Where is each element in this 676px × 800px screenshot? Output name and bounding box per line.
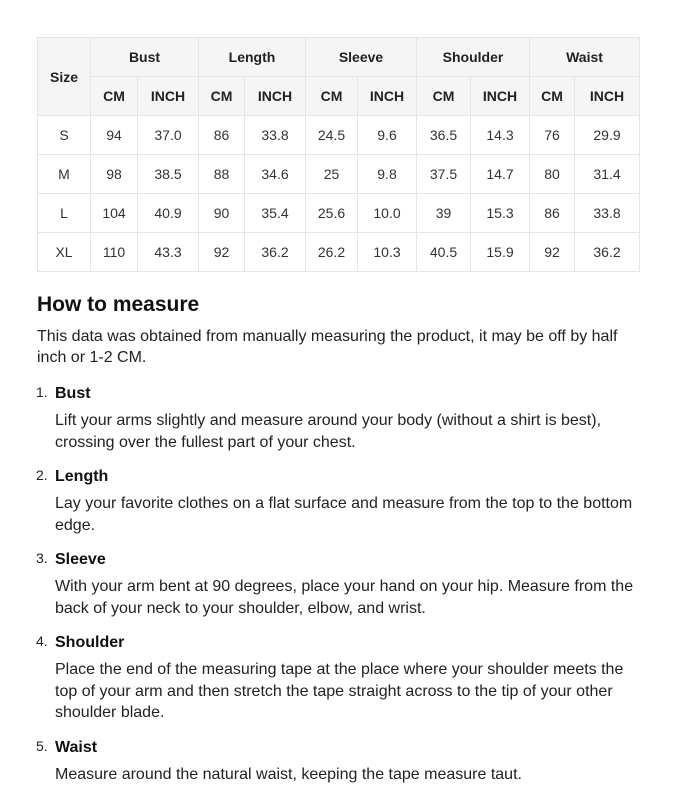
measurement-steps-list: [37, 383, 647, 785]
step-description: Lay your favorite clothes on a flat surface and measure from the top to the bottom edge.: [55, 495, 633, 534]
table-cell: 92: [530, 233, 575, 272]
table-cell: 76: [530, 116, 575, 155]
table-cell: 26.2: [306, 233, 358, 272]
table-cell: 10.0: [358, 194, 417, 233]
step-number: 1.: [36, 384, 48, 400]
table-cell: 39: [417, 194, 471, 233]
table-cell: 36.5: [417, 116, 471, 155]
table-cell: 86: [199, 116, 245, 155]
table-cell: 43.3: [138, 233, 199, 272]
step-number: 4.: [36, 633, 48, 649]
measurement-disclaimer: This data was obtained from manually measuring the product, it may be off by half inch or 1-2 CM.: [37, 328, 618, 366]
table-cell: 33.8: [575, 194, 640, 233]
table-cell: 10.3: [358, 233, 417, 272]
step-number: 2.: [36, 467, 48, 483]
table-cell: 86: [530, 194, 575, 233]
step-title: Shoulder: [55, 634, 125, 651]
table-cell: 9.6: [358, 116, 417, 155]
how-to-measure-heading: How to measure: [37, 293, 200, 316]
step-number: 5.: [36, 737, 48, 754]
table-row: [38, 116, 640, 155]
unit-header: CM: [417, 77, 471, 116]
unit-header: INCH: [245, 77, 306, 116]
step-length: [37, 466, 647, 536]
unit-header: INCH: [138, 77, 199, 116]
table-cell: 94: [91, 116, 138, 155]
table-group-header-row: [38, 38, 640, 77]
size-cell: M: [38, 155, 91, 194]
step-description: With your arm bent at 90 degrees, place your hand on your hip. Measure from the back of your neck to your shoulder, elbow, and wrist.: [55, 578, 634, 617]
table-cell: 34.6: [245, 155, 306, 194]
unit-header: CM: [306, 77, 358, 116]
table-cell: 40.9: [138, 194, 199, 233]
table-cell: 33.8: [245, 116, 306, 155]
unit-header: INCH: [358, 77, 417, 116]
group-header-sleeve: Sleeve: [306, 38, 417, 77]
table-cell: 14.7: [471, 155, 530, 194]
table-cell: 15.3: [471, 194, 530, 233]
table-cell: 36.2: [575, 233, 640, 272]
table-cell: 104: [91, 194, 138, 233]
unit-header: CM: [91, 77, 138, 116]
size-cell: S: [38, 116, 91, 155]
table-cell: 38.5: [138, 155, 199, 194]
how-to-measure-section: [37, 290, 647, 798]
step-bust: [37, 383, 647, 453]
table-row: [38, 155, 640, 194]
step-shoulder: [37, 632, 647, 724]
table-cell: 35.4: [245, 194, 306, 233]
size-cell: XL: [38, 233, 91, 272]
unit-header: CM: [530, 77, 575, 116]
table-row: [38, 194, 640, 233]
table-cell: 25: [306, 155, 358, 194]
table-row: [38, 233, 640, 272]
table-cell: 98: [91, 155, 138, 194]
table-unit-header-row: [38, 77, 640, 116]
table-cell: 29.9: [575, 116, 640, 155]
group-header-waist: Waist: [530, 38, 640, 77]
table-cell: 25.6: [306, 194, 358, 233]
group-header-shoulder: Shoulder: [417, 38, 530, 77]
table-cell: 9.8: [358, 155, 417, 194]
step-number: 3.: [36, 550, 48, 566]
step-description: Place the end of the measuring tape at the place where your shoulder meets the top of your arm and then stretch the tape straight across to the tip of your other shoulder blade.: [55, 661, 624, 721]
table-cell: 92: [199, 233, 245, 272]
unit-header: CM: [199, 77, 245, 116]
table-cell: 88: [199, 155, 245, 194]
step-title: Bust: [55, 385, 91, 402]
group-header-length: Length: [199, 38, 306, 77]
table-cell: 36.2: [245, 233, 306, 272]
group-header-bust: Bust: [91, 38, 199, 77]
size-column-header: Size: [38, 38, 91, 116]
step-sleeve: [37, 549, 647, 619]
step-description: Measure around the natural waist, keeping the tape measure taut.: [55, 765, 522, 783]
step-waist: [37, 737, 647, 786]
step-title: Length: [55, 468, 109, 485]
size-chart-table: [37, 37, 640, 272]
step-title: Waist: [55, 738, 98, 756]
unit-header: INCH: [471, 77, 530, 116]
table-cell: 31.4: [575, 155, 640, 194]
step-title: Sleeve: [55, 551, 106, 568]
table-cell: 37.0: [138, 116, 199, 155]
table-cell: 37.5: [417, 155, 471, 194]
table-cell: 40.5: [417, 233, 471, 272]
table-cell: 90: [199, 194, 245, 233]
table-cell: 24.5: [306, 116, 358, 155]
unit-header: INCH: [575, 77, 640, 116]
table-cell: 110: [91, 233, 138, 272]
table-cell: 80: [530, 155, 575, 194]
table-cell: 14.3: [471, 116, 530, 155]
table-cell: 15.9: [471, 233, 530, 272]
size-cell: L: [38, 194, 91, 233]
step-description: Lift your arms slightly and measure around your body (without a shirt is best), crossing over the fullest part of your chest.: [55, 412, 602, 451]
